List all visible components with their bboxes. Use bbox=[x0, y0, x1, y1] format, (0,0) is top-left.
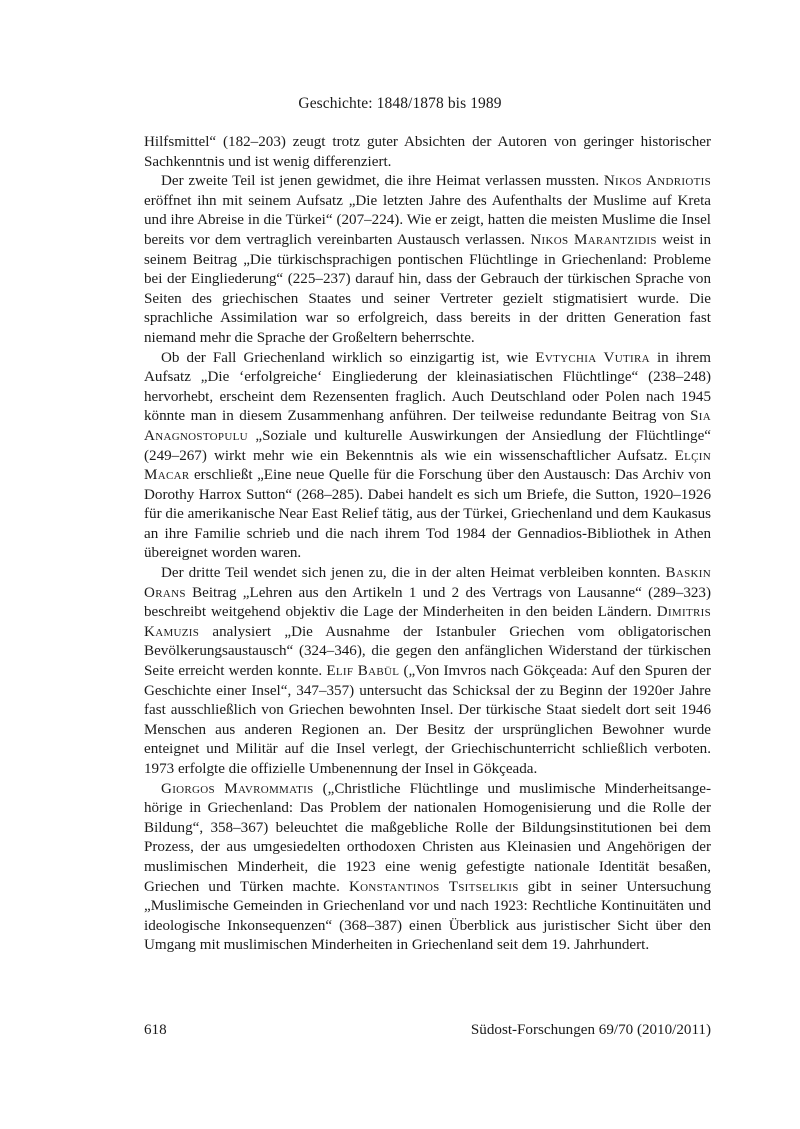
running-head: Geschichte: 1848/1878 bis 1989 bbox=[298, 95, 502, 112]
page-number: 618 bbox=[144, 1022, 167, 1038]
author-name: Sia Anagnostopulu bbox=[144, 408, 711, 444]
text-run: Ob der Fall Griechenland wirklich so einzigartig ist, wie bbox=[161, 349, 536, 366]
paragraph bbox=[144, 564, 711, 780]
paragraph bbox=[144, 172, 711, 348]
text-run: Der zweite Teil ist jenen gewidmet, die ihre Heimat verlassen mussten. bbox=[161, 173, 604, 190]
text-run: Der dritte Teil wendet sich jenen zu, die in der alten Heimat verbleiben konnten. bbox=[161, 565, 666, 582]
text-run: in ihrem Aufsatz „Die ‘erfolgreiche‘ Eingliederung der kleinasiatischen Flüchtlinge“ (238–248) hervorhebt, erscheint dem Rezensenten fraglich. Auch Deutschland oder Polen nach 1945 könnte man in diesem Zusammenhang anführen. Der teilweise redundante Beitrag von bbox=[144, 349, 711, 425]
paragraph bbox=[144, 349, 711, 565]
author-name: Elif Babül bbox=[326, 663, 400, 680]
author-name: Nikos Andriotis bbox=[603, 173, 711, 190]
text-run: „Soziale und kulturelle Auswirkungen der Ansiedlung der Flüchtlinge“ (249–267) wirkt mehr wie ein Bekenntnis als wie ein wissenschaftlicher Aufsatz. bbox=[144, 427, 711, 464]
body-text bbox=[144, 133, 711, 956]
paragraph bbox=[144, 133, 711, 172]
author-name: Nikos Marantzidis bbox=[530, 231, 657, 248]
author-name: Giorgos Mavrommatis bbox=[161, 780, 314, 797]
author-name: Evtychia Vutira bbox=[535, 349, 650, 366]
author-name: Konstantinos Tsitselikis bbox=[348, 878, 519, 895]
text-run: eröffnet ihn mit seinem Aufsatz „Die letzten Jahre des Aufenthalts der Muslime auf Kreta und ihre Abreise in die Türkei“ (207–224). Wie er zeigt, hatten die meisten Muslime die Insel bereits vor dem vertraglich vereinbarten Austausch verlassen. bbox=[144, 192, 711, 248]
text-run: Beitrag „Lehren aus den Artikeln 1 und 2 des Vertrags von Lausanne“ (289–323) beschreibt weitgehend objektiv die Lage der Minderheiten in den beiden Ländern. bbox=[144, 584, 711, 621]
author-name: Elçin Macar bbox=[144, 447, 711, 484]
journal-citation: Südost-Forschungen 69/70 (2010/2011) bbox=[470, 1022, 711, 1038]
text-run: Hilfsmittel“ (182–203) zeugt trotz guter Absichten der Autoren von geringer historischer Sachkenntnis und ist wenig differenziert. bbox=[144, 134, 711, 170]
text-run: gibt in seiner Untersuchung „Muslimische Gemeinden in Griechenland vor und nach 1923: Rechtliche Kontinuitäten und ideologische Inkonsequenzen“ (368–387) einen Überblick aus juristischer Sicht über den Umgang mit muslimischen Minderheiten in Griechenland seit dem 19. Jahrhundert. bbox=[144, 878, 711, 954]
text-run: weist in seinem Beitrag „Die türkischsprachigen pontischen Flüchtlinge in Griechenland: Probleme bei der Eingliederung“ (225–237) darauf hin, dass der Gebrauch der türkischen Sprache von Seiten des griechischen Staates und seiner Vertreter gezielt stigmatisiert wurde. Die sprachliche Assimilation war so erfolgreich, dass bereits in der dritten Generation fast niemand mehr die Sprache der Großeltern beherrschte. bbox=[144, 231, 712, 346]
paragraph bbox=[144, 780, 711, 956]
text-run: erschließt „Eine neue Quelle für die Forschung über den Austausch: Das Archiv von Dorothy Harrox Sutton“ (268–285). Dabei handelt es sich um Briefe, die Sutton, 1920–1926 für die amerikanische Near East Relief tätig, aus der Türkei, Griechenland und dem Kaukasus an ihre Familie schrieb und die nach ihrem Tod 1984 der Gennadios-Bibliothek in Athen übereignet worden waren. bbox=[144, 467, 711, 562]
author-name: Dimitris Kamuzis bbox=[144, 604, 711, 640]
text-run: („Von Imvros nach Gökçeada: Auf den Spuren der Geschichte einer Insel“, 347–357) untersucht das Schicksal der zu Beginn der 1920er Jahre fast ausschließlich von Griechen bewohnten Insel. Der türkische Staat siedelt dort seit 1946 Menschen aus anderen Regionen an. Der Besitz der ursprünglichen Bewohner wurde enteignet und Militär auf die Insel verlegt, der Griechischunterricht schließlich verboten. 1973 erfolgte die offizielle Umbenennung der Insel in Gökçeada. bbox=[144, 663, 711, 777]
author-name: Baskin Orans bbox=[144, 565, 711, 601]
text-run: („Christliche Flüchtlinge und muslimische Minderheitsangehörige in Griechenland: Das Problem der nationalen Homogenisierung und die Rolle der Bildung“, 358–367) beleuchtet die maßgebliche Rolle der Bildungsinstitutionen bei dem Prozess, der aus umgesiedelten orthodoxen Christen aus Kleinasien und Angehörigen der muslimischen Minderheit, die 1923 eine wenig gefestigte nationale Identität besaßen, Griechen und Türken machte. bbox=[144, 780, 711, 895]
text-run: analysiert „Die Ausnahme der Istanbuler Griechen vom obligatorischen Bevölkerungsaustausch“ (324–346), die gegen den anfänglichen Widerstand der türkischen Seite erreicht werden konnte. bbox=[144, 623, 711, 680]
